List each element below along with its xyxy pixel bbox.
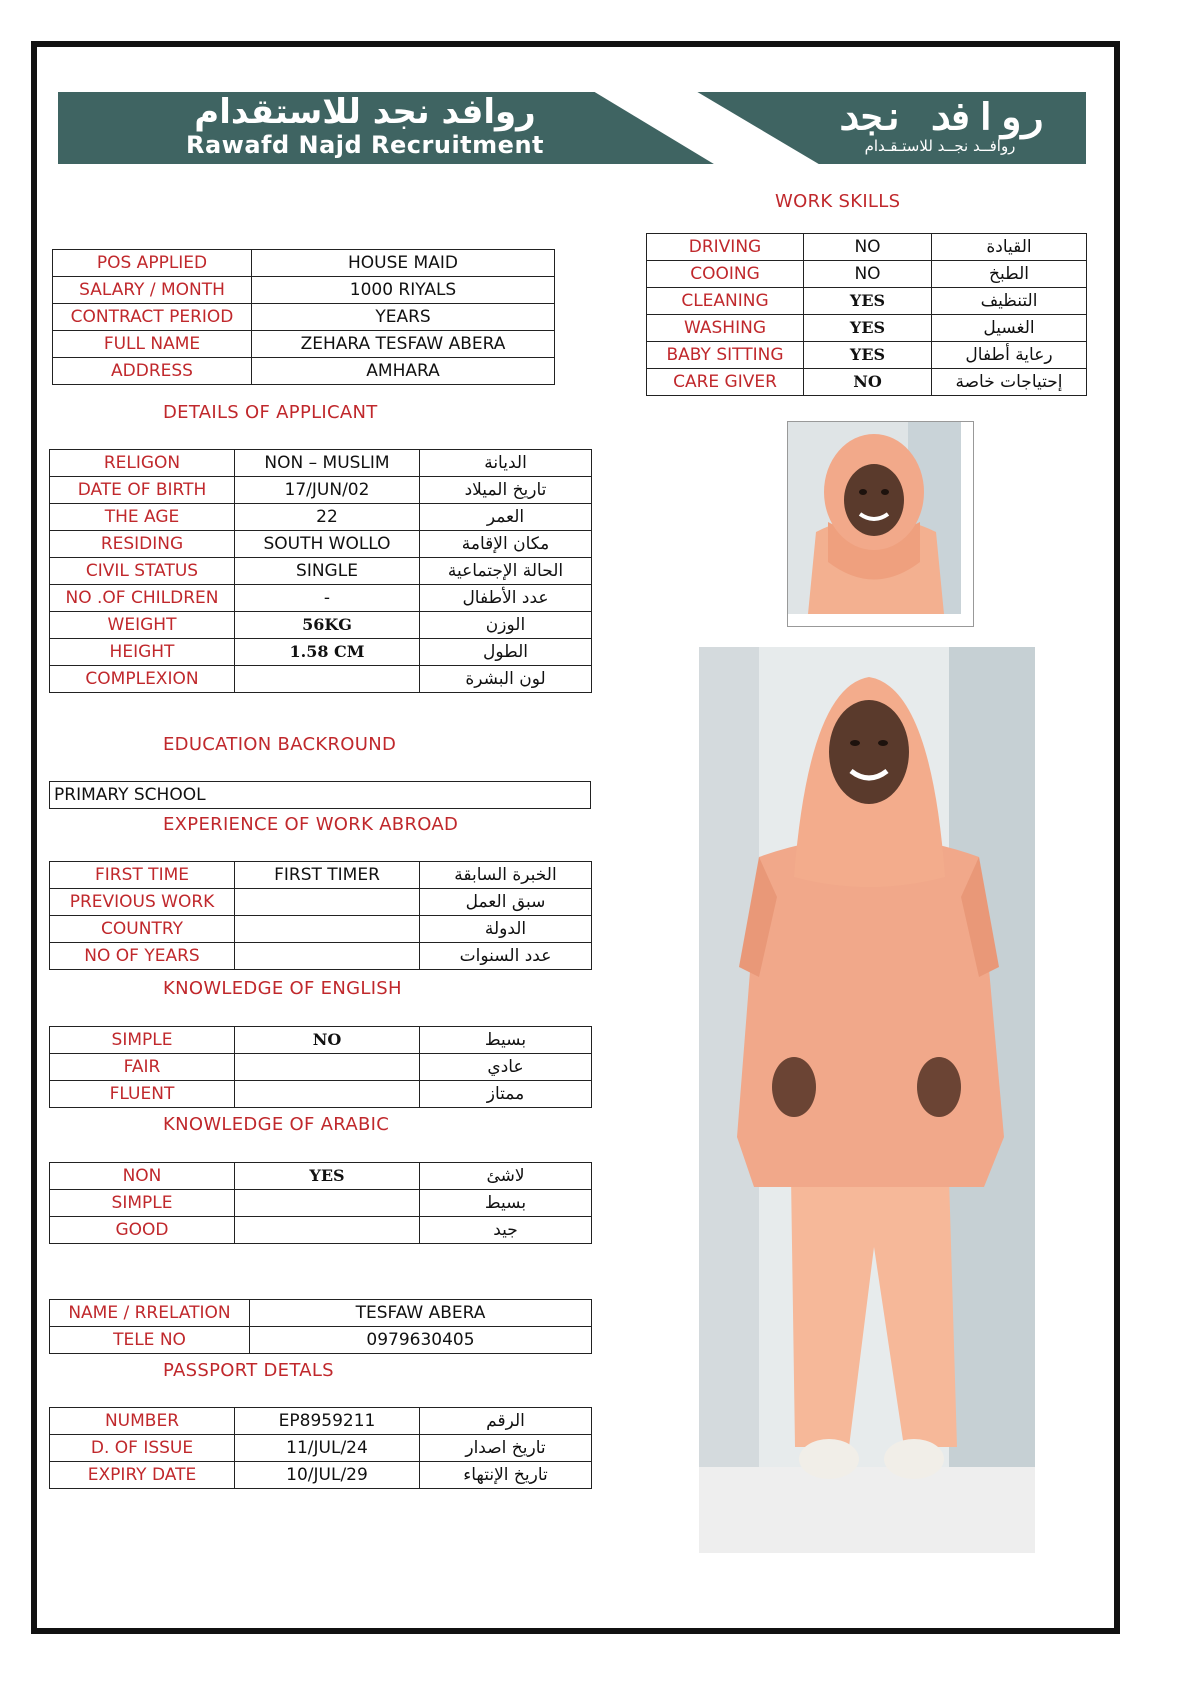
row-value: FIRST TIMER: [235, 862, 420, 889]
row-label: ADDRESS: [53, 358, 252, 385]
row-value: NO: [804, 369, 932, 396]
detail-row: [50, 477, 592, 504]
row-label: CONTRACT PERIOD: [53, 304, 252, 331]
row-arabic-label: رعاية أطفال: [932, 342, 1087, 369]
row-value: HOUSE MAID: [252, 250, 555, 277]
arabic-heading: KNOWLEDGE OF ARABIC: [163, 1114, 390, 1135]
detail-row: [50, 558, 592, 585]
row-label: COOING: [647, 261, 804, 288]
relation-row: [50, 1300, 592, 1327]
row-arabic-label: سبق العمل: [420, 889, 592, 916]
row-arabic-label: الحالة الإجتماعية: [420, 558, 592, 585]
row-label: NON: [50, 1163, 235, 1190]
row-arabic-label: العمر: [420, 504, 592, 531]
row-arabic-label: الديانة: [420, 450, 592, 477]
relation-row: [50, 1327, 592, 1354]
english-row: [50, 1027, 592, 1054]
position-row: [53, 331, 555, 358]
detail-row: [50, 585, 592, 612]
row-arabic-label: تاريخ اصدار: [420, 1435, 592, 1462]
row-value: YEARS: [252, 304, 555, 331]
position-row: [53, 250, 555, 277]
row-arabic-label: الطول: [420, 639, 592, 666]
detail-row: [50, 612, 592, 639]
row-value: YES: [804, 288, 932, 315]
row-value: [235, 916, 420, 943]
experience-row: [50, 889, 592, 916]
row-label: CIVIL STATUS: [50, 558, 235, 585]
row-arabic-label: التنظيف: [932, 288, 1087, 315]
row-arabic-label: الدولة: [420, 916, 592, 943]
experience-row: [50, 943, 592, 970]
education-table: [49, 781, 591, 809]
work-skills-heading: WORK SKILLS: [775, 191, 901, 212]
row-value: 17/JUN/02: [235, 477, 420, 504]
row-value: YES: [804, 315, 932, 342]
details-heading: DETAILS OF APPLICANT: [163, 402, 378, 423]
row-arabic-label: عدد السنوات: [420, 943, 592, 970]
row-label: HEIGHT: [50, 639, 235, 666]
row-value: -: [235, 585, 420, 612]
row-label: NAME / RRELATION: [50, 1300, 250, 1327]
row-label: WEIGHT: [50, 612, 235, 639]
row-label: NO .OF CHILDREN: [50, 585, 235, 612]
row-arabic-label: الخبرة السابقة: [420, 862, 592, 889]
row-label: GOOD: [50, 1217, 235, 1244]
row-value: [235, 1054, 420, 1081]
row-value: 22: [235, 504, 420, 531]
row-value: 1000 RIYALS: [252, 277, 555, 304]
row-value: 56KG: [235, 612, 420, 639]
portrait-photo: [787, 421, 974, 627]
brand-name-english: Rawafd Najd Recruitment: [185, 131, 544, 159]
row-label: THE AGE: [50, 504, 235, 531]
english-row: [50, 1054, 592, 1081]
row-arabic-label: الرقم: [420, 1408, 592, 1435]
row-value: YES: [235, 1163, 420, 1190]
row-label: FULL NAME: [53, 331, 252, 358]
row-arabic-label: بسيط: [420, 1190, 592, 1217]
row-arabic-label: لون البشرة: [420, 666, 592, 693]
row-arabic-label: الغسيل: [932, 315, 1087, 342]
row-arabic-label: جيد: [420, 1217, 592, 1244]
arabic-row: [50, 1163, 592, 1190]
row-label: PREVIOUS WORK: [50, 889, 235, 916]
row-value: 1.58 CM: [235, 639, 420, 666]
arabic-row: [50, 1190, 592, 1217]
experience-heading: EXPERIENCE OF WORK ABROAD: [163, 814, 459, 835]
detail-row: [50, 531, 592, 558]
skill-row: [647, 342, 1087, 369]
row-value: [235, 1190, 420, 1217]
arabic-table: [49, 1162, 592, 1244]
arabic-row: [50, 1217, 592, 1244]
row-label: RELIGON: [50, 450, 235, 477]
row-value: NO: [804, 261, 932, 288]
row-label: NUMBER: [50, 1408, 235, 1435]
row-arabic-label: القيادة: [932, 234, 1087, 261]
row-label: COUNTRY: [50, 916, 235, 943]
row-value: NO: [235, 1027, 420, 1054]
row-arabic-label: تاريخ الميلاد: [420, 477, 592, 504]
company-logo: روافد نجد: [837, 95, 1043, 139]
full-body-photo: [699, 647, 1035, 1553]
company-logo-subtitle: روافــد نجــد للاستـقـدام: [864, 137, 1016, 155]
experience-table: [49, 861, 592, 970]
details-table: [49, 449, 592, 693]
passport-row: [50, 1435, 592, 1462]
row-label: TELE NO: [50, 1327, 250, 1354]
row-value: [235, 1081, 420, 1108]
row-arabic-label: الطبخ: [932, 261, 1087, 288]
position-row: [53, 304, 555, 331]
row-value: [235, 943, 420, 970]
row-arabic-label: لاشئ: [420, 1163, 592, 1190]
passport-heading: PASSPORT DETALS: [163, 1360, 334, 1381]
skill-row: [647, 288, 1087, 315]
row-label: DRIVING: [647, 234, 804, 261]
row-arabic-label: عادي: [420, 1054, 592, 1081]
passport-row: [50, 1408, 592, 1435]
position-row: [53, 277, 555, 304]
row-label: CARE GIVER: [647, 369, 804, 396]
row-label: EXPIRY DATE: [50, 1462, 235, 1489]
relation-table: [49, 1299, 592, 1354]
skill-row: [647, 369, 1087, 396]
education-heading: EDUCATION BACKROUND: [163, 734, 397, 755]
detail-row: [50, 666, 592, 693]
skill-row: [647, 261, 1087, 288]
english-row: [50, 1081, 592, 1108]
skill-row: [647, 315, 1087, 342]
detail-row: [50, 639, 592, 666]
experience-row: [50, 862, 592, 889]
row-label: NO OF YEARS: [50, 943, 235, 970]
row-value: NO: [804, 234, 932, 261]
row-arabic-label: الوزن: [420, 612, 592, 639]
row-label: FLUENT: [50, 1081, 235, 1108]
experience-row: [50, 916, 592, 943]
row-arabic-label: بسيط: [420, 1027, 592, 1054]
row-label: SALARY / MONTH: [53, 277, 252, 304]
row-value: [235, 1217, 420, 1244]
row-value: EP8959211: [235, 1408, 420, 1435]
row-value: AMHARA: [252, 358, 555, 385]
row-label: FIRST TIME: [50, 862, 235, 889]
row-label: SIMPLE: [50, 1190, 235, 1217]
row-arabic-label: تاريخ الإنتهاء: [420, 1462, 592, 1489]
work-skills-table: [646, 233, 1087, 396]
row-label: SIMPLE: [50, 1027, 235, 1054]
brand-name-arabic: روافد نجد للاستقدام: [194, 92, 536, 132]
row-arabic-label: مكان الإقامة: [420, 531, 592, 558]
row-label: DATE OF BIRTH: [50, 477, 235, 504]
row-arabic-label: ممتاز: [420, 1081, 592, 1108]
row-label: WASHING: [647, 315, 804, 342]
row-label: BABY SITTING: [647, 342, 804, 369]
row-label: COMPLEXION: [50, 666, 235, 693]
passport-table: [49, 1407, 592, 1489]
english-table: [49, 1026, 592, 1108]
row-value: ZEHARA TESFAW ABERA: [252, 331, 555, 358]
row-value: [235, 889, 420, 916]
row-value: NON – MUSLIM: [235, 450, 420, 477]
detail-row: [50, 504, 592, 531]
row-value: SOUTH WOLLO: [235, 531, 420, 558]
row-label: D. OF ISSUE: [50, 1435, 235, 1462]
row-arabic-label: إحتياجات خاصة: [932, 369, 1087, 396]
passport-row: [50, 1462, 592, 1489]
detail-row: [50, 450, 592, 477]
row-value: 10/JUL/29: [235, 1462, 420, 1489]
row-value: SINGLE: [235, 558, 420, 585]
row-value: TESFAW ABERA: [250, 1300, 592, 1327]
position-row: [53, 358, 555, 385]
skill-row: [647, 234, 1087, 261]
row-value: 11/JUL/24: [235, 1435, 420, 1462]
row-value: 0979630405: [250, 1327, 592, 1354]
row-label: FAIR: [50, 1054, 235, 1081]
position-table: [52, 249, 555, 385]
education-value: PRIMARY SCHOOL: [50, 782, 591, 809]
row-label: POS APPLIED: [53, 250, 252, 277]
row-label: RESIDING: [50, 531, 235, 558]
english-heading: KNOWLEDGE OF ENGLISH: [163, 978, 402, 999]
row-label: CLEANING: [647, 288, 804, 315]
row-arabic-label: عدد الأطفال: [420, 585, 592, 612]
row-value: [235, 666, 420, 693]
row-value: YES: [804, 342, 932, 369]
